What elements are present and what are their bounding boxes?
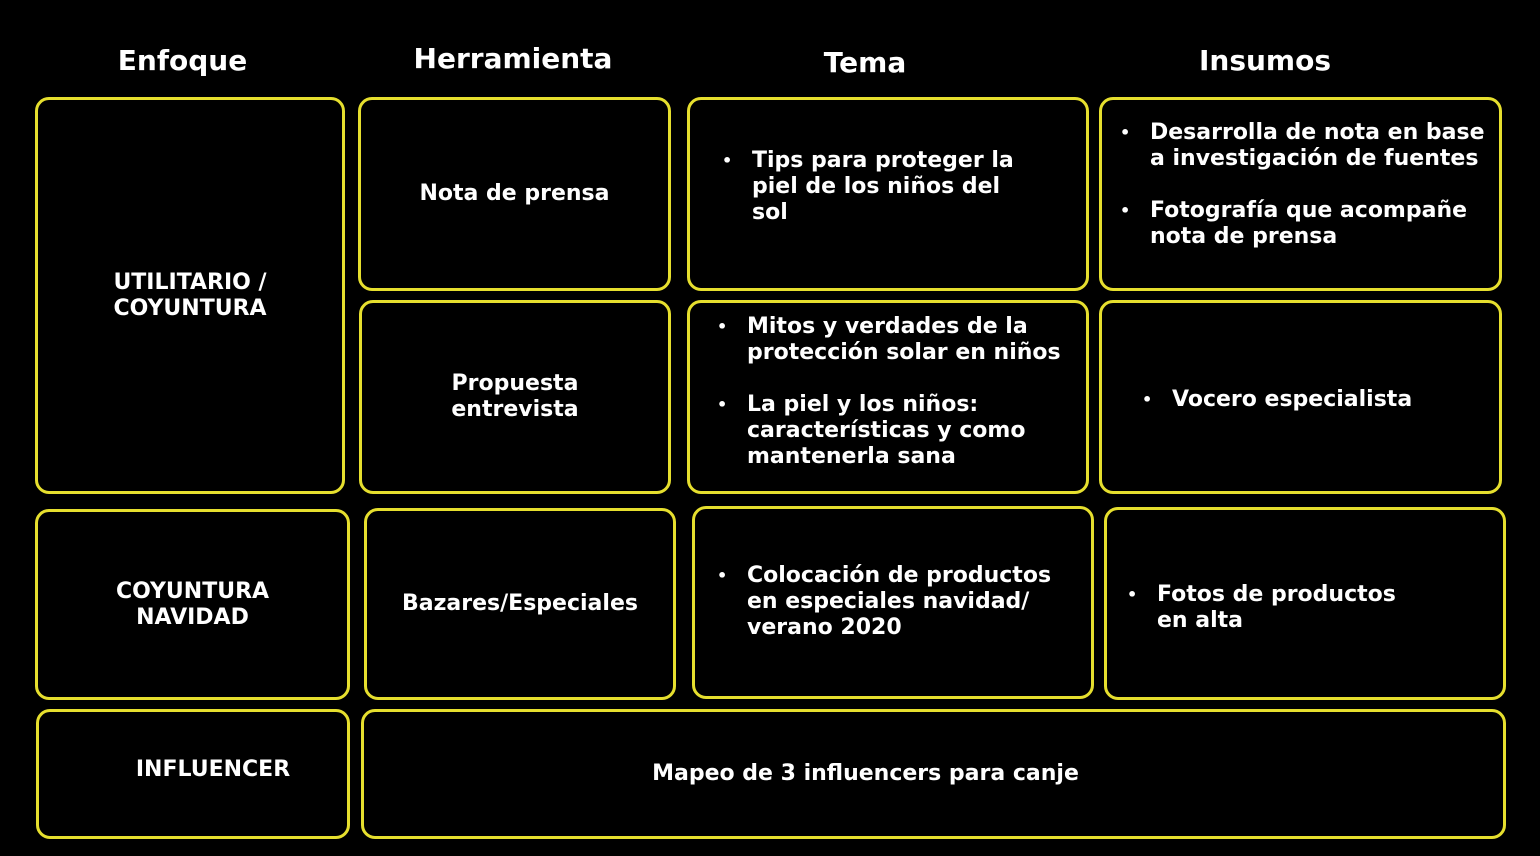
- list-item: • Fotos de productos en alta: [1157, 582, 1417, 634]
- herramienta-entrevista-label: Propuesta entrevista: [451, 371, 579, 422]
- insumos-entrevista-list: [1172, 387, 1472, 413]
- tema-entrevista-cell: [687, 300, 1089, 494]
- insumos-navidad-cell: [1104, 507, 1506, 700]
- list-item: • Desarrolla de nota en base a investigación de fuentes: [1150, 120, 1495, 172]
- list-item: • Fotografía que acompañe nota de prensa: [1150, 198, 1495, 250]
- tema-entrevista-list: [747, 314, 1072, 470]
- insumos-nota-cell: [1099, 97, 1502, 291]
- enfoque-navidad-cell: [35, 509, 350, 700]
- enfoque-utilitario-cell: [35, 97, 345, 494]
- header-enfoque: Enfoque: [117, 44, 248, 77]
- herramienta-navidad-cell: [364, 508, 676, 700]
- list-item: • Vocero especialista: [1172, 387, 1472, 413]
- list-item: • Tips para proteger la piel de los niños del sol: [752, 148, 1042, 226]
- insumos-nota-list: [1150, 120, 1495, 250]
- header-herramienta: Herramienta: [413, 42, 613, 75]
- tema-nota-cell: [687, 97, 1089, 291]
- herramienta-navidad-label: Bazares/Especiales: [402, 591, 638, 616]
- header-tema: Tema: [823, 46, 907, 79]
- list-item: • La piel y los niños: características y como mantenerla sana: [747, 392, 1072, 470]
- herramienta-nota-cell: [358, 97, 671, 291]
- list-item: • Colocación de productos en especiales navidad/ verano 2020: [747, 563, 1067, 641]
- insumos-navidad-list: [1157, 582, 1417, 634]
- enfoque-navidad-label: COYUNTURA NAVIDAD: [115, 578, 270, 630]
- header-insumos: Insumos: [1198, 44, 1332, 77]
- influencer-detalle-label: Mapeo de 3 influencers para canje: [652, 761, 1079, 786]
- herramienta-nota-label: Nota de prensa: [419, 181, 610, 206]
- influencer-detalle-cell: [361, 709, 1506, 839]
- insumos-entrevista-cell: [1099, 300, 1502, 494]
- tema-nota-list: [752, 148, 1042, 226]
- enfoque-utilitario-label: UTILITARIO / COYUNTURA: [113, 269, 267, 321]
- enfoque-influencer-label: INFLUENCER: [135, 757, 291, 782]
- tema-navidad-cell: [692, 506, 1094, 699]
- herramienta-entrevista-cell: [359, 300, 671, 494]
- enfoque-influencer-cell: [36, 709, 350, 839]
- tema-navidad-list: [747, 563, 1067, 641]
- list-item: • Mitos y verdades de la protección solar en niños: [747, 314, 1072, 366]
